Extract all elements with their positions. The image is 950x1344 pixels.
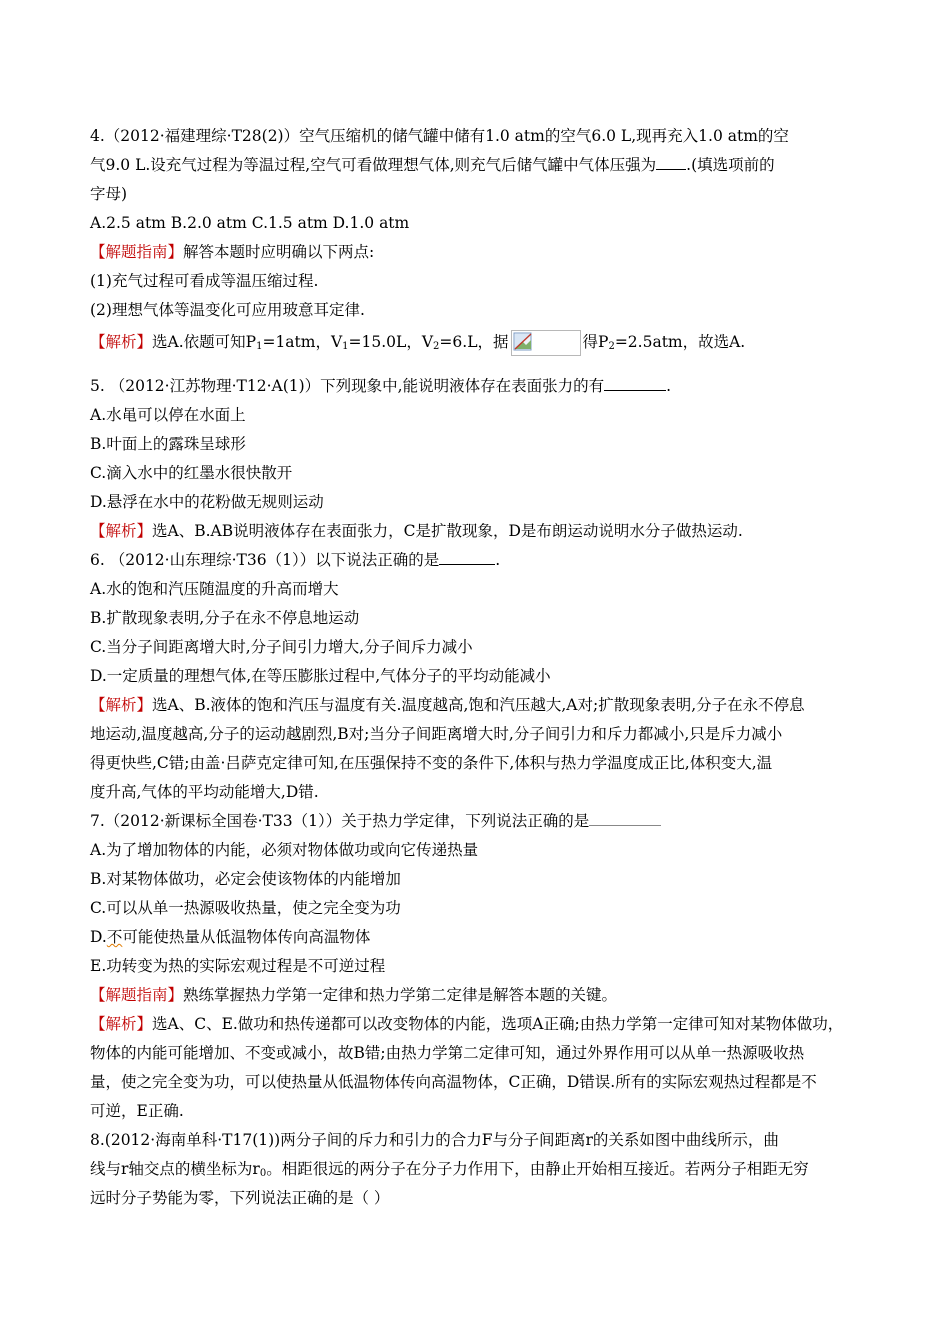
q6-option-b: B.扩散现象表明,分子在永不停息地运动 [90,609,360,627]
q6-option-c: C.当分子间距离增大时,分子间引力增大,分子间斥力减小 [90,638,473,656]
q6-answer-line-1: 【解析】选A、B.液体的饱和汽压与温度有关.温度越高,饱和汽压越大,A对;扩散现象表明,分子在永不停息 [90,696,805,714]
q6-option-a: A.水的饱和汽压随温度的升高而增大 [90,580,339,598]
broken-image-icon [511,330,581,356]
q8-stem-line-1: 8.(2012·海南单科·T17(1))两分子间的斥力和引力的合力F与分子间距离r的关系如图中曲线所示，曲 [90,1131,779,1149]
q5-option-d: D.悬浮在水中的花粉做无规则运动 [90,493,324,511]
answer-blank [604,374,666,391]
q7-option-e: E.功转变为热的实际宏观过程是不可逆过程 [90,957,386,975]
q5-option-a: A.水黾可以停在水面上 [90,406,246,424]
q5-answer: 【解析】选A、B.AB说明液体存在表面张力，C是扩散现象，D是布朗运动说明水分子做热运动. [90,522,743,540]
q6-answer-line-3: 得更快些,C错;由盖·吕萨克定律可知,在压强保持不变的条件下,体积与热力学温度成正比,体积变大,温 [90,754,773,772]
q6-answer-line-2: 地运动,温度越高,分子的运动越剧烈,B对;当分子间距离增大时,分子间引力和斥力都减小,只是斥力减小 [90,725,783,743]
answer-tag: 【解析】 [90,333,153,351]
answer-tag: 【解析】 [90,1015,153,1033]
answer-tag: 【解析】 [90,522,153,540]
q6-answer-line-4: 度升高,气体的平均动能增大,D错. [90,783,319,801]
q4-guide: 【解题指南】解答本题时应明确以下两点: [90,243,375,261]
q7-answer-line-4: 可逆，E正确. [90,1102,184,1120]
q7-answer-line-2: 物体的内能可能增加、不变或减小，故B错;由热力学第二定律可知，通过外界作用可以从单一热源吸收热 [90,1044,805,1062]
answer-blank [439,548,495,565]
q5-stem: 5. （2012·江苏物理·T12·A(1)）下列现象中,能说明液体存在表面张力的有 . [90,372,870,401]
answer-blank [656,153,686,170]
q7-stem: 7.（2012·新课标全国卷·T33（1））关于热力学定律，下列说法正确的是 [90,807,870,836]
q6-option-d: D.一定质量的理想气体,在等压膨胀过程中,气体分子的平均动能减小 [90,667,551,685]
spellcheck-mark: 不 [106,928,123,946]
q7-option-d: D.不可能使热量从低温物体传向高温物体 [90,928,371,946]
question-list [90,122,870,1213]
answer-blank [589,809,661,826]
q7-answer-line-3: 量，使之完全变为功，可以使热量从低温物体传向高温物体，C正确，D错误.所有的实际宏观热过程都是不 [90,1073,817,1091]
q7-option-b: B.对某物体做功，必定会使该物体的内能增加 [90,870,401,888]
q7-answer-line-1: 【解析】选A、C、E.做功和热传递都可以改变物体的内能，选项A正确;由热力学第一定律可知对某物体做功， [90,1015,844,1033]
q4-answer: 【解析】选A.依题可知$P_1=1atm$，$V_1=15.0L$，$V_2=6.L$，据 得$P_2=2.5atm$，故选A. [90,325,870,359]
q4-stem-line-1: 4.（2012·福建理综·T28(2)）空气压缩机的储气罐中储有1.0 atm的空气6.0 L,现再充入1.0 atm的空 [90,127,789,145]
q5-option-c: C.滴入水中的红墨水很快散开 [90,464,293,482]
guide-tag: 【解题指南】 [90,986,184,1004]
q7-guide: 【解题指南】熟练掌握热力学第一定律和热力学第二定律是解答本题的关键。 [90,986,618,1004]
q4-point-2: (2)理想气体等温变化可应用玻意耳定律. [90,301,365,319]
q7-option-a: A.为了增加物体的内能，必须对物体做功或向它传递热量 [90,841,479,859]
q4-stem-line-2: 气9.0 L.设充气过程为等温过程,空气可看做理想气体,则充气后储气罐中气体压强为 .(填选项前的 [90,151,870,180]
answer-tag: 【解析】 [90,696,153,714]
q8-stem-line-3: 远时分子势能为零，下列说法正确的是（ ） [90,1189,390,1207]
q4-options: A.2.5 atm B.2.0 atm C.1.5 atm D.1.0 atm [90,214,410,232]
q8-stem-line-2: 线与r轴交点的横坐标为$r_0$。相距很远的两分子在分子力作用下，由静止开始相互接近。若两分子相距无穷 [90,1160,809,1179]
q6-stem: 6. （2012·山东理综·T36（1））以下说法正确的是 . [90,546,870,575]
q4-stem-line-3: 字母) [90,185,128,203]
q5-option-b: B.叶面上的露珠呈球形 [90,435,246,453]
q4-point-1: (1)充气过程可看成等温压缩过程. [90,272,319,290]
guide-tag: 【解题指南】 [90,243,184,261]
q7-option-c: C.可以从单一热源吸收热量，使之完全变为功 [90,899,401,917]
